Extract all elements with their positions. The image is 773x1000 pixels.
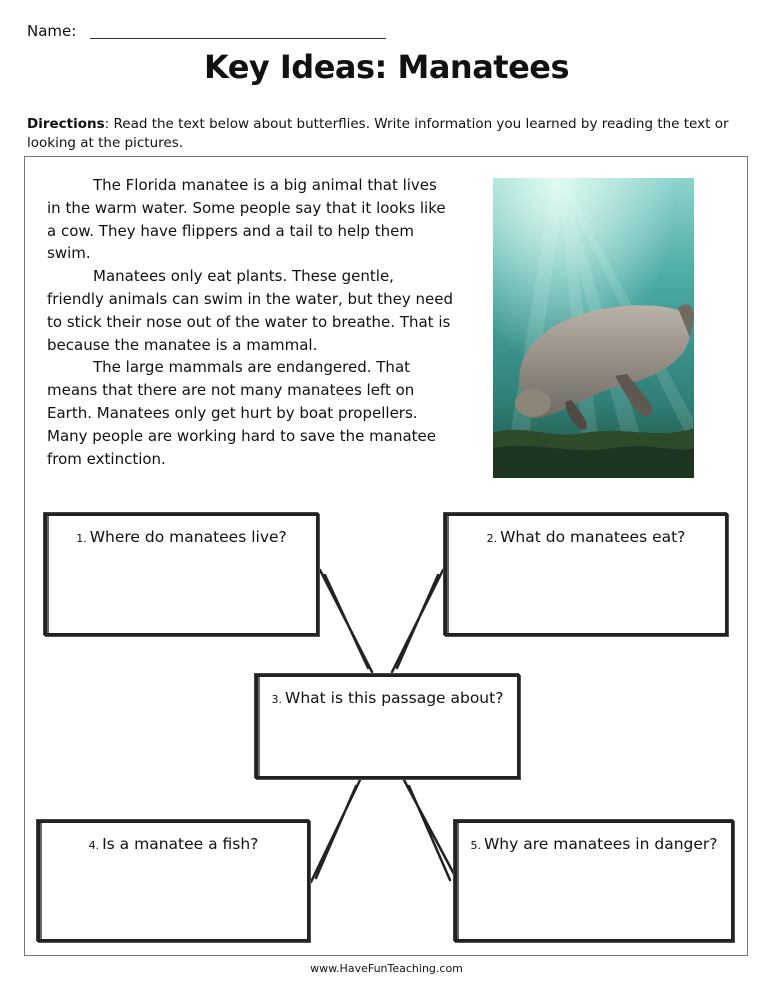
connector-3-to-5 (404, 780, 455, 880)
question-4 (40, 835, 307, 853)
passage-paragraph-1: The Florida manatee is a big animal that lives in the warm water. Some people say that it looks like a cow. They have flippers and a tail to help them swim. (47, 176, 446, 263)
footer-url: www.HaveFunTeaching.com (310, 962, 463, 975)
question-1-text: Where do manatees live? (89, 528, 287, 546)
question-4-text: Is a manatee a fish? (102, 835, 259, 853)
directions-text: : Read the text below about butterflies. Write information you learned by reading the text or looking at the pictures. (27, 116, 729, 151)
name-label: Name: (27, 22, 77, 40)
question-2-number: 2. (486, 532, 498, 545)
question-box-3[interactable] (255, 674, 520, 779)
question-5-number: 5. (470, 839, 481, 852)
question-box-1[interactable] (44, 513, 319, 636)
question-5-text: Why are manatees in danger? (483, 835, 718, 853)
passage-paragraph-3: The large mammals are endangered. That means that there are not many manatees left on Earth. Manatees only get hurt by boat propellers. Many people are working hard to save the manatee from extinction. (47, 358, 437, 468)
question-3-number: 3. (271, 693, 283, 706)
connector-3-to-4 (311, 780, 360, 882)
question-box-2[interactable] (444, 513, 728, 636)
question-box-5[interactable] (454, 820, 734, 942)
question-2 (447, 528, 725, 546)
page-title: Key Ideas: Manatees (203, 48, 570, 86)
connector-2-to-3 (392, 570, 443, 672)
question-1 (47, 528, 316, 546)
passage-paragraph-2: Manatees only eat plants. These gentle, friendly animals can swim in the water, but they need to stick their nose out of the water to breathe. That is because the manatee is a mammal. (47, 267, 453, 354)
question-2-text: What do manatees eat? (500, 528, 686, 546)
question-box-4[interactable] (37, 820, 310, 942)
question-1-number: 1. (76, 532, 87, 545)
question-4-number: 4. (88, 839, 100, 852)
connector-1-to-3 (320, 570, 372, 672)
directions-label: Directions (27, 116, 105, 132)
question-5 (457, 835, 731, 853)
question-3 (258, 689, 517, 707)
question-3-text: What is this passage about? (285, 689, 504, 707)
